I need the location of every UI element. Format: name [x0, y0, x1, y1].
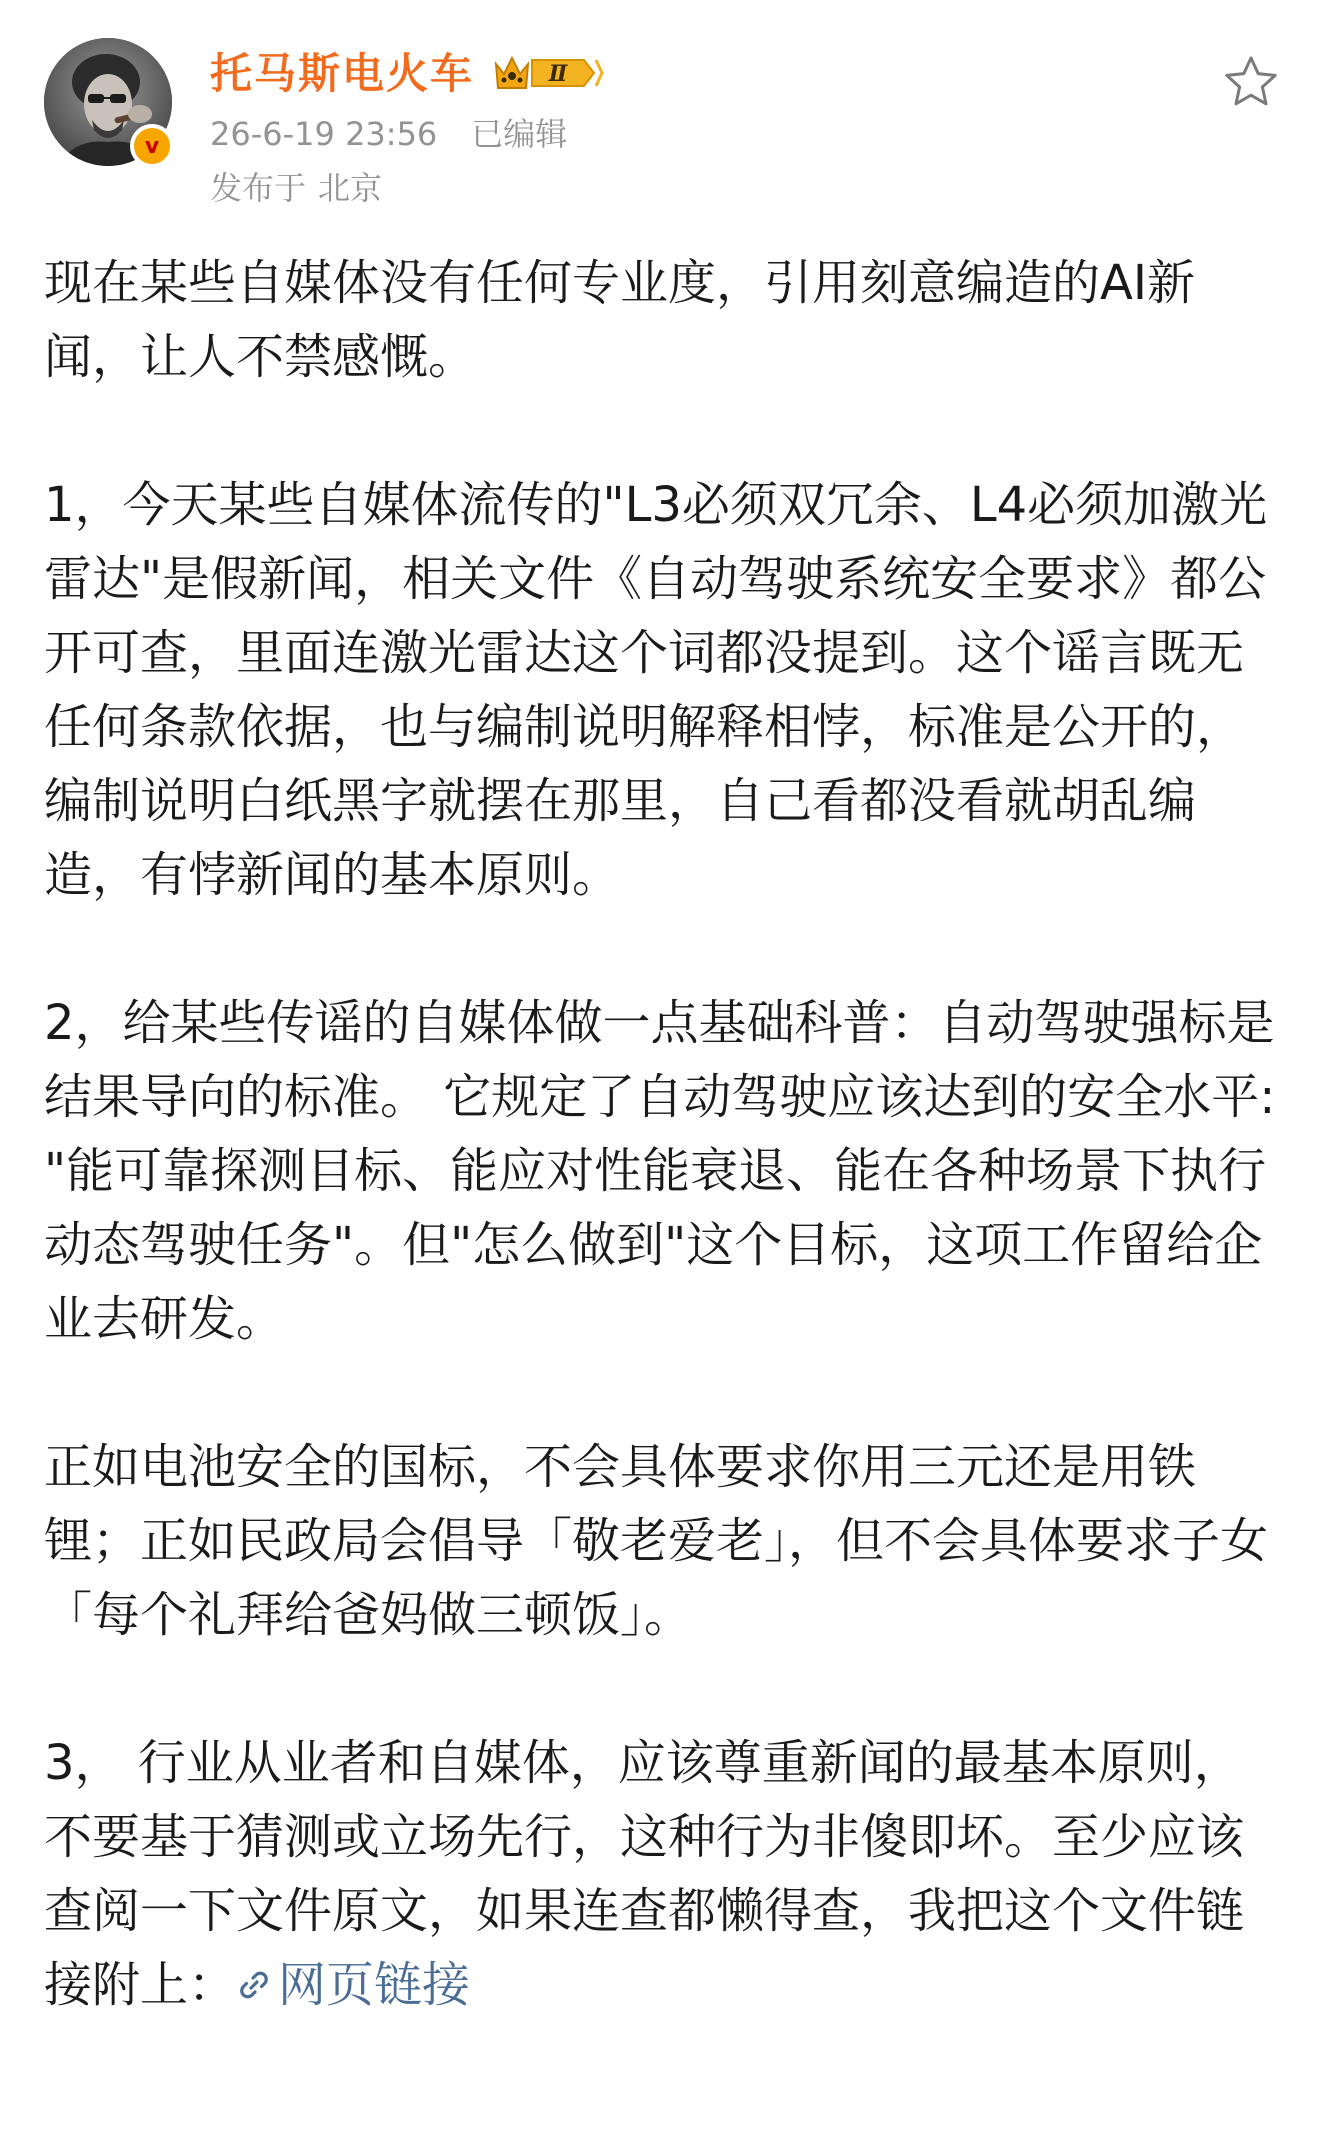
author-name[interactable]: 托马斯电火车 — [210, 49, 475, 98]
star-outline-icon[interactable] — [1222, 54, 1280, 110]
post-paragraph-with-link — [44, 1726, 1284, 2022]
crown-vip-icon[interactable] — [492, 50, 608, 96]
post-paragraph-text: 3， 行业从业者和自媒体，应该尊重新闻的最基本原则，不要基于猜测或立场先行，这种行为非傻即坏。至少应该查阅一下文件原文，如果连查都懒得查，我把这个文件链接附上： — [44, 1735, 1245, 2013]
post-location — [210, 166, 382, 210]
edited-label[interactable]: 已编辑 — [471, 115, 568, 153]
post-meta — [210, 112, 567, 156]
post-paragraph: 2，给某些传谣的自媒体做一点基础科普：自动驾驶强标是结果导向的标准。 它规定了自动驾驶应该达到的安全水平: "能可靠探测目标、能应对性能衰退、能在各种场景下执行动态驾驶任务"。但"怎么做到"这个目标，这项工作留给企业去研发。 — [44, 995, 1291, 1347]
post-paragraph: 正如电池安全的国标，不会具体要求你用三元还是用铁锂；正如民政局会倡导「敬老爱老」，但不会具体要求子女「每个礼拜给爸妈做三顿饭」。 — [44, 1439, 1269, 1643]
web-link[interactable] — [236, 1957, 470, 2013]
post-body — [44, 246, 1291, 2022]
post-paragraph: 1，今天某些自媒体流传的"L3必须双冗余、L4必须加激光雷达"是假新闻，相关文件《自动驾驶系统安全要求》都公开可查，里面连激光雷达这个词都没提到。这个谣言既无任何条款依据，也与编制说明解释相悖，标准是公开的，编制说明白纸黑字就摆在那里，自己看都没看就胡乱编造，有悖新闻的基本原则。 — [44, 477, 1268, 903]
location-city: 北京 — [318, 169, 383, 207]
verified-v-icon: v — [130, 124, 174, 168]
author-avatar-container[interactable] — [44, 38, 172, 166]
vip-level-label: Ⅱ — [548, 61, 568, 87]
location-prefix: 发布于 — [210, 169, 307, 207]
post-timestamp: 26-6-19 23:56 — [210, 115, 438, 153]
web-link-label[interactable]: 网页链接 — [278, 1957, 471, 2013]
post-paragraph: 现在某些自媒体没有任何专业度，引用刻意编造的AI新闻，让人不禁感慨。 — [44, 255, 1195, 385]
link-chain-icon — [236, 1967, 272, 2003]
